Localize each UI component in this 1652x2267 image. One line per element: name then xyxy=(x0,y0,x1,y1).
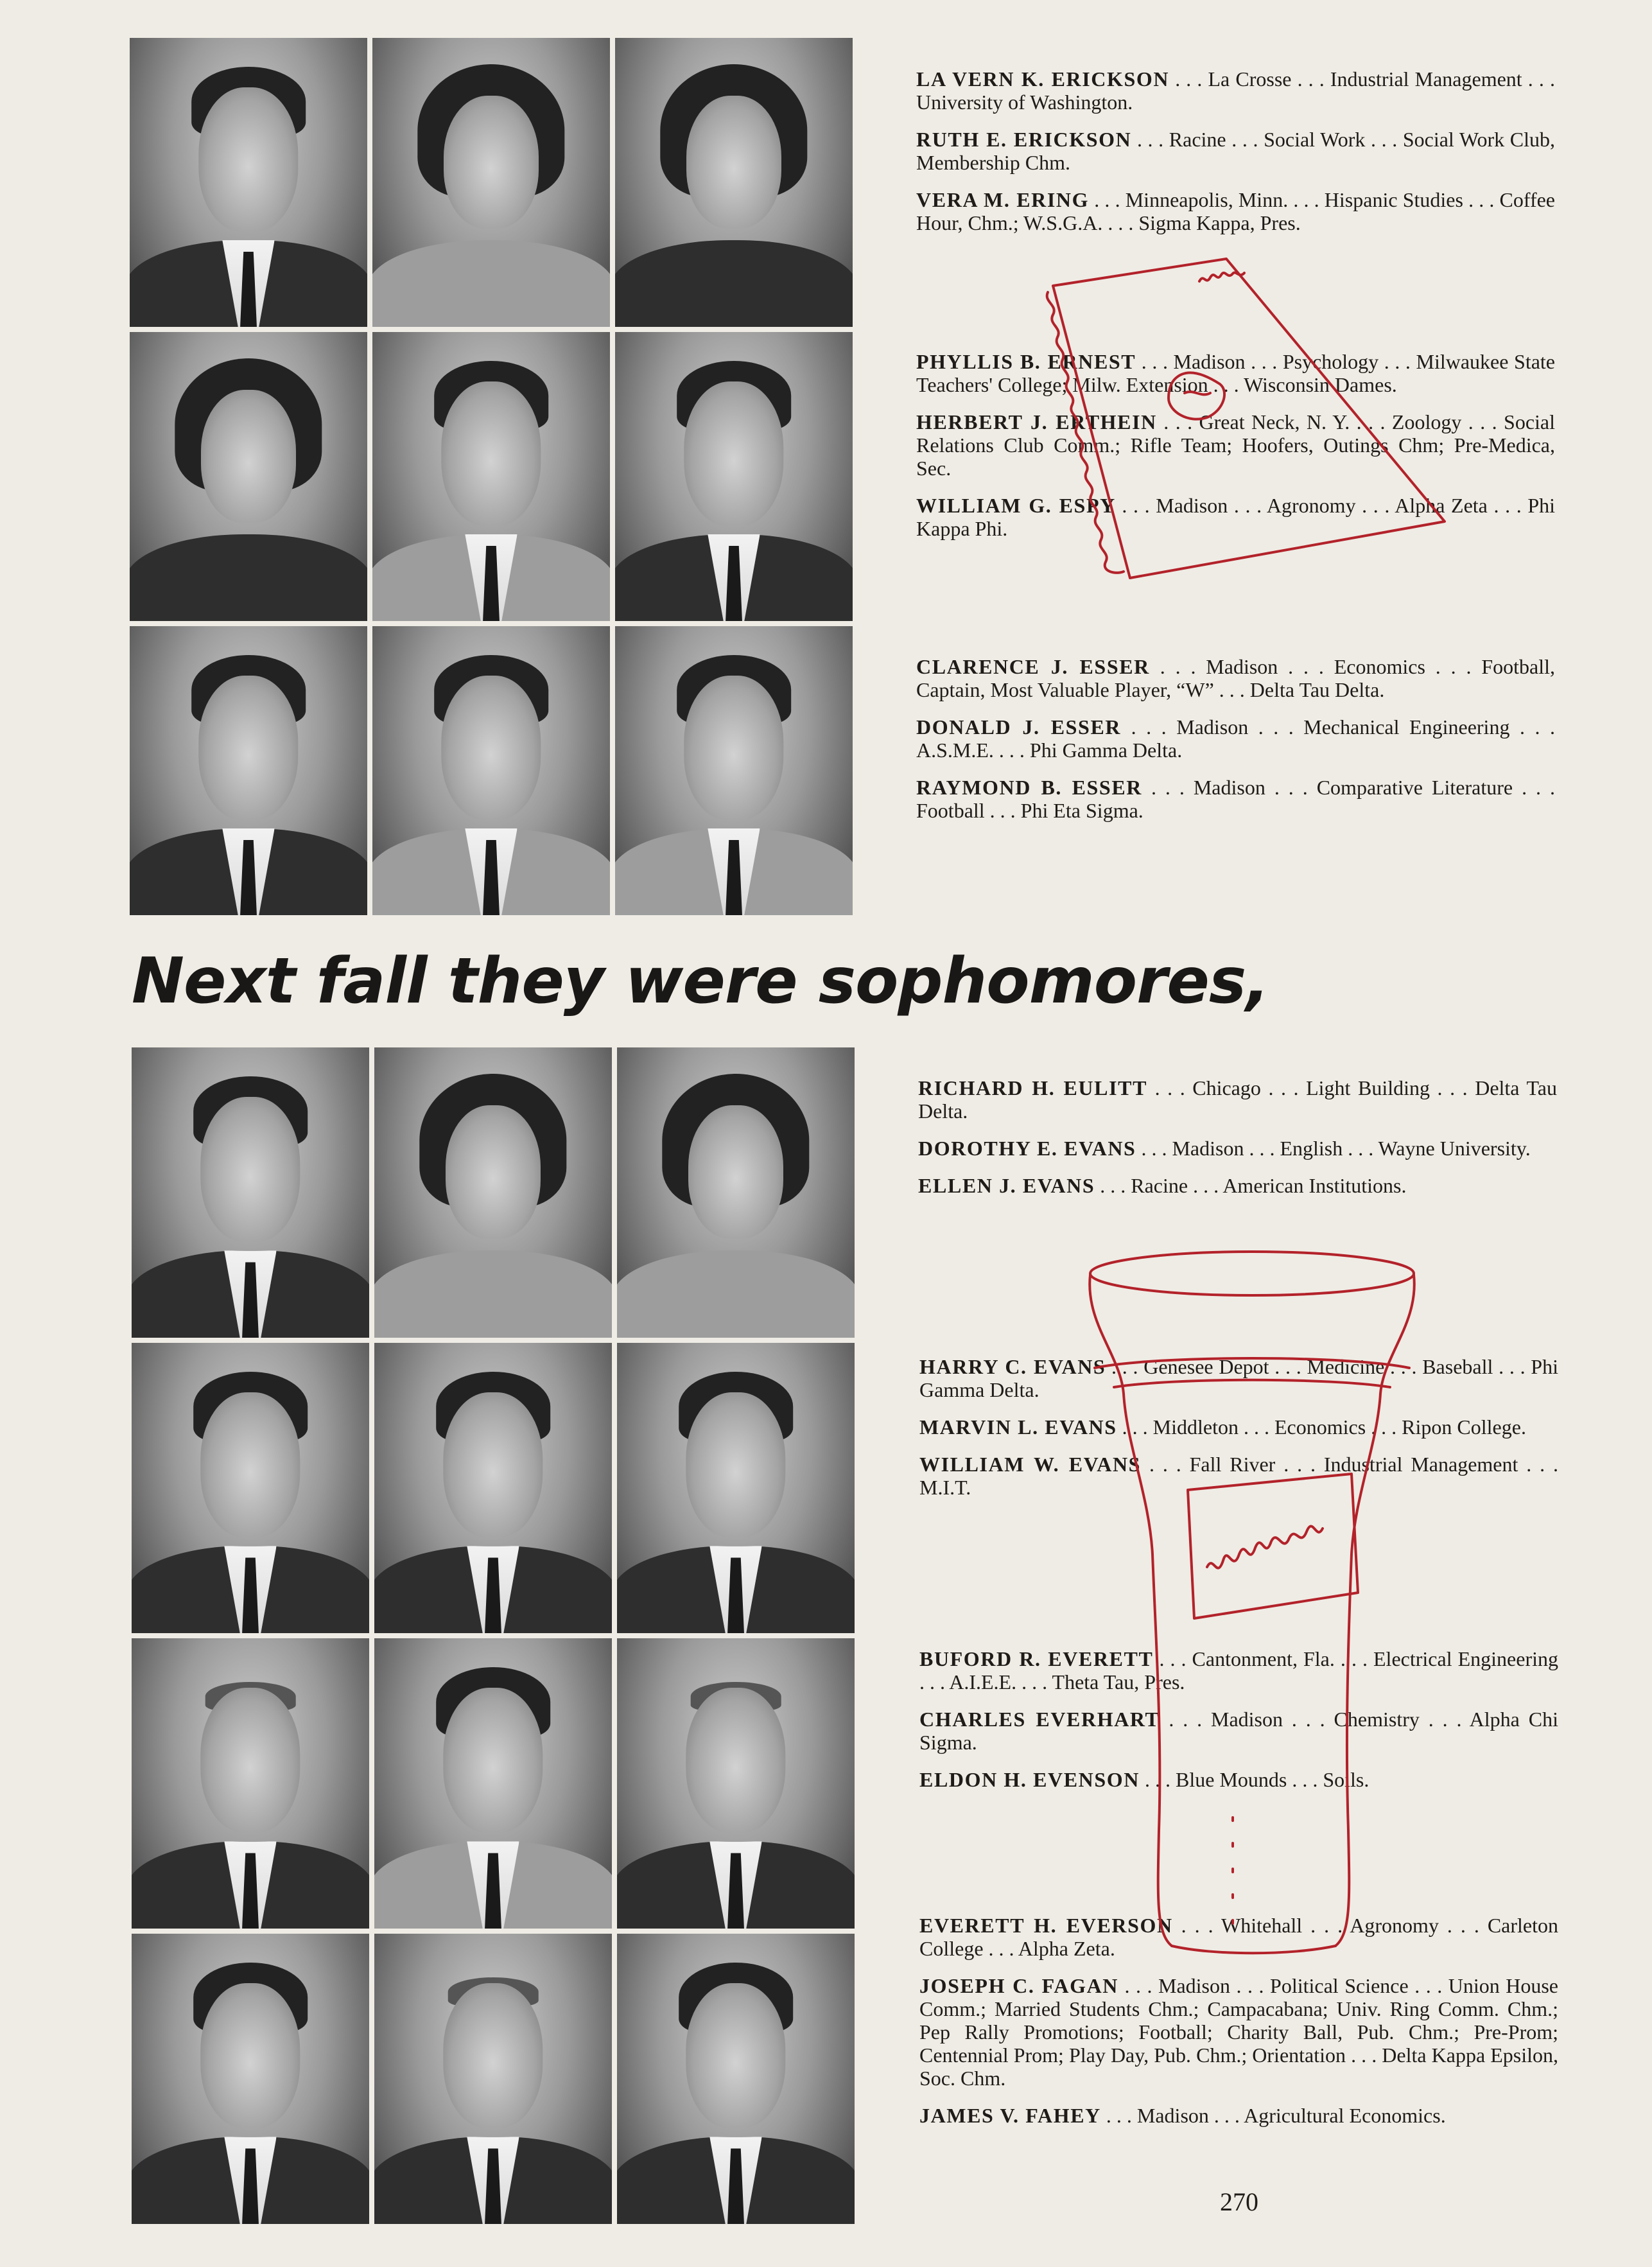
portrait-photo xyxy=(615,332,853,621)
portrait-photo xyxy=(374,1638,612,1929)
student-entry xyxy=(919,1415,1558,1439)
portrait-photo xyxy=(132,1934,369,2224)
portrait-photo xyxy=(374,1934,612,2224)
student-details: . . . Cantonment, Fla. . . . Electrical Engineering . . . A.I.E.E. . . . Theta Tau, Pres. xyxy=(919,1647,1559,1694)
student-name: HERBERT J. ERTHEIN xyxy=(916,410,1157,433)
page-number: 270 xyxy=(1220,2187,1258,2216)
portrait-photo xyxy=(617,1638,855,1929)
portrait-photo xyxy=(132,1343,369,1633)
student-details: . . . Blue Mounds . . . Soils. xyxy=(1140,1768,1369,1791)
portrait-photo xyxy=(130,626,367,915)
student-name: ELLEN J. EVANS xyxy=(918,1174,1095,1197)
portrait-photo xyxy=(132,1047,369,1338)
student-entry xyxy=(916,776,1555,822)
bottom-portrait-grid xyxy=(132,1047,855,2224)
student-entry xyxy=(916,494,1555,540)
portrait-photo xyxy=(372,332,610,621)
portrait-photo xyxy=(372,38,610,327)
student-details: . . . Madison . . . Political Science . . . Union House Comm.; Married Students Chm.; Campacabana; Univ. Ring Comm. Chm.; Pep Rally Promotions; Football; Charity Ball, Pub. Chm.; Pre-Prom; Centennial Prom; Play Day, Pub. Chm.; Orientation . . . Delta Kappa Epsilon, Soc. Chm. xyxy=(919,1974,1559,2090)
student-name: DOROTHY E. EVANS xyxy=(918,1137,1136,1160)
student-name: CLARENCE J. ESSER xyxy=(916,655,1150,678)
student-name: RAYMOND B. ESSER xyxy=(916,776,1142,799)
student-details: . . . La Crosse . . . Industrial Management . . . University of Washington. xyxy=(916,67,1555,114)
student-entry xyxy=(919,2104,1558,2127)
student-entries-group xyxy=(919,1355,1558,1513)
student-name: HARRY C. EVANS xyxy=(919,1355,1106,1378)
student-entry xyxy=(919,1355,1558,1401)
student-entry xyxy=(919,1768,1558,1791)
student-entry xyxy=(916,715,1555,762)
student-entry xyxy=(916,410,1555,480)
portrait-photo xyxy=(617,1047,855,1338)
student-details: . . . Minneapolis, Minn. . . . Hispanic Studies . . . Coffee Hour, Chm.; W.S.G.A. . . . Sigma Kappa, Pres. xyxy=(916,188,1555,234)
student-entry xyxy=(919,1647,1558,1694)
student-name: RICHARD H. EULITT xyxy=(918,1076,1148,1099)
student-name: LA VERN K. ERICKSON xyxy=(916,67,1170,91)
portrait-photo xyxy=(132,1638,369,1929)
student-details: . . . Madison . . . Chemistry . . . Alpha Chi Sigma. xyxy=(919,1708,1559,1754)
student-details: . . . Racine . . . American Institutions. xyxy=(1095,1174,1407,1197)
student-entry xyxy=(919,1914,1558,1960)
student-entry xyxy=(916,67,1555,114)
student-name: VERA M. ERING xyxy=(916,188,1090,211)
student-entries-group xyxy=(916,67,1555,249)
portrait-photo xyxy=(615,38,853,327)
portrait-photo xyxy=(374,1343,612,1633)
student-entries-group xyxy=(918,1076,1557,1211)
student-details: . . . Whitehall . . . Agronomy . . . Carleton College . . . Alpha Zeta. xyxy=(919,1914,1558,1960)
student-details: . . . Madison . . . Economics . . . Football, Captain, Most Valuable Player, “W” . . . Delta Tau Delta. xyxy=(916,655,1556,701)
student-name: PHYLLIS B. ERNEST xyxy=(916,350,1136,373)
student-name: RUTH E. ERICKSON xyxy=(916,128,1132,151)
portrait-photo xyxy=(130,38,367,327)
student-name: DONALD J. ESSER xyxy=(916,715,1122,739)
student-details: . . . Madison . . . Comparative Literature . . . Football . . . Phi Eta Sigma. xyxy=(916,776,1556,822)
student-entry xyxy=(918,1076,1557,1123)
student-name: MARVIN L. EVANS xyxy=(919,1415,1117,1439)
portrait-photo xyxy=(617,1343,855,1633)
student-details: . . . Madison . . . English . . . Wayne University. xyxy=(1136,1137,1531,1160)
student-details: . . . Genesee Depot . . . Medicine . . . Baseball . . . Phi Gamma Delta. xyxy=(919,1355,1558,1401)
portrait-photo xyxy=(617,1934,855,2224)
student-entry xyxy=(916,188,1555,234)
student-entries-group xyxy=(916,655,1555,836)
student-details: . . . Madison . . . Agronomy . . . Alpha Zeta . . . Phi Kappa Phi. xyxy=(916,494,1556,540)
student-entries-group xyxy=(919,1647,1558,1805)
student-details: . . . Chicago . . . Light Building . . . Delta Tau Delta. xyxy=(918,1076,1558,1123)
student-name: BUFORD R. EVERETT xyxy=(919,1647,1154,1670)
student-entry xyxy=(916,350,1555,396)
student-details: . . . Madison . . . Psychology . . . Milwaukee State Teachers' College; Milw. Extension . . . Wisconsin Dames. xyxy=(916,350,1556,396)
top-portrait-grid xyxy=(130,38,853,915)
student-name: WILLIAM W. EVANS xyxy=(919,1453,1142,1476)
student-details: . . . Great Neck, N. Y. . . . Zoology . . . Social Relations Club Comm.; Rifle Team; Hoofers, Outings Chm; Pre-Medica, Sec. xyxy=(916,410,1556,480)
student-entry xyxy=(919,1708,1558,1754)
student-entry xyxy=(916,128,1555,174)
student-name: CHARLES EVERHART xyxy=(919,1708,1160,1731)
student-entries-group xyxy=(916,350,1555,554)
student-details: . . . Racine . . . Social Work . . . Social Work Club, Membership Chm. xyxy=(916,128,1555,174)
student-name: JOSEPH C. FAGAN xyxy=(919,1974,1118,1997)
portrait-photo xyxy=(615,626,853,915)
student-name: ELDON H. EVENSON xyxy=(919,1768,1140,1791)
student-name: WILLIAM G. ESPY xyxy=(916,494,1116,517)
student-details: . . . Fall River . . . Industrial Management . . . M.I.T. xyxy=(919,1453,1559,1499)
portrait-photo xyxy=(374,1047,612,1338)
student-entry xyxy=(916,655,1555,701)
student-name: JAMES V. FAHEY xyxy=(919,2104,1101,2127)
student-entries-group xyxy=(919,1914,1558,2141)
student-name: EVERETT H. EVERSON xyxy=(919,1914,1173,1937)
student-details: . . . Madison . . . Agricultural Economics. xyxy=(1100,2104,1446,2127)
student-entry xyxy=(918,1174,1557,1197)
portrait-photo xyxy=(130,332,367,621)
student-details: . . . Middleton . . . Economics . . . Ripon College. xyxy=(1117,1415,1526,1439)
portrait-photo xyxy=(372,626,610,915)
student-entry xyxy=(918,1137,1557,1160)
student-entry xyxy=(919,1453,1558,1499)
student-details: . . . Madison . . . Mechanical Engineering . . . A.S.M.E. . . . Phi Gamma Delta. xyxy=(916,715,1556,762)
section-headline: Next fall they were sophomores, xyxy=(132,945,1269,1018)
student-entry xyxy=(919,1974,1558,2090)
